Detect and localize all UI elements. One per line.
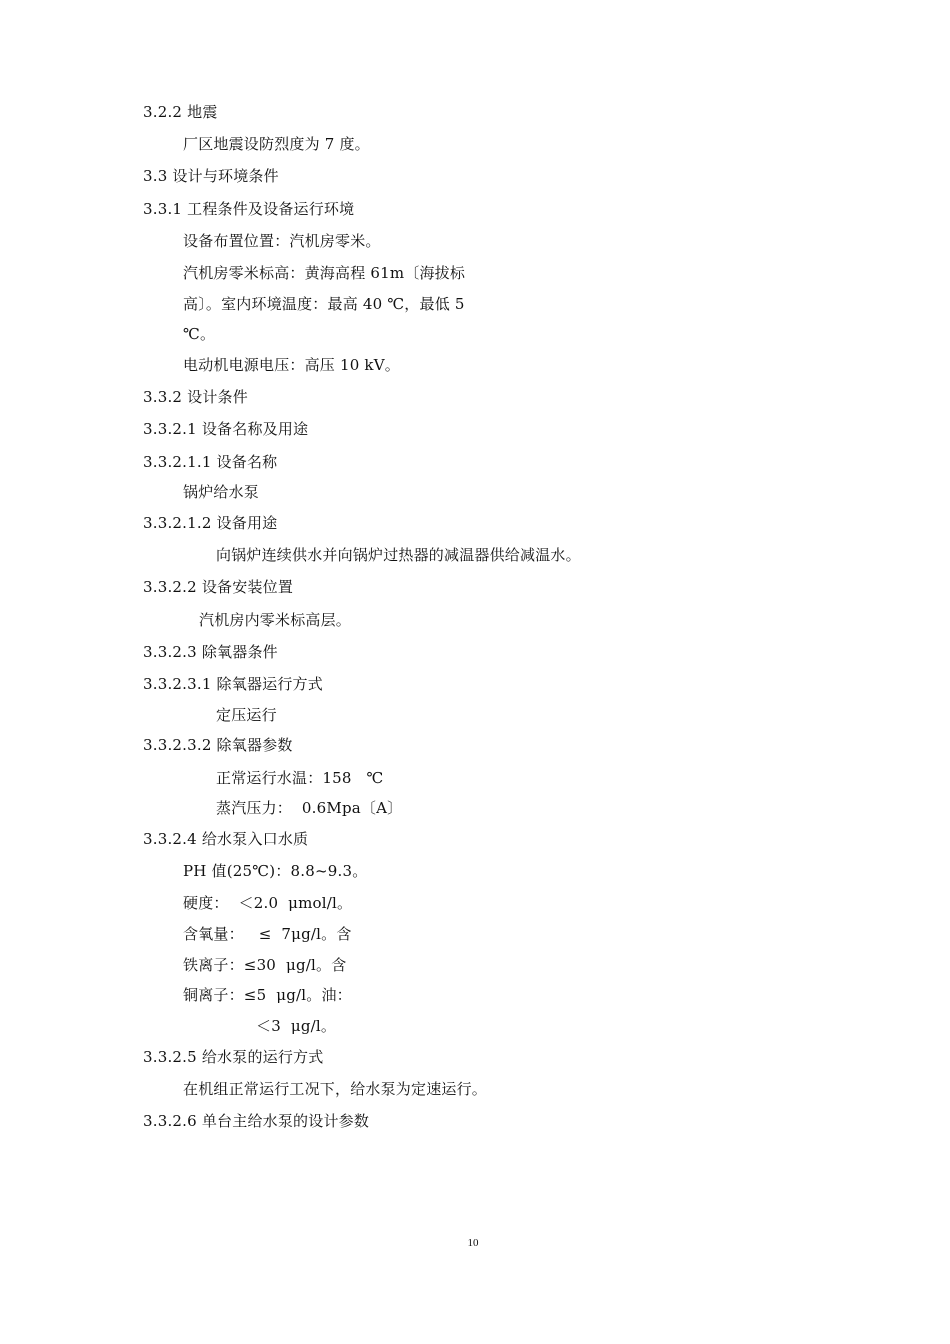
body-text: 汽机房内零米标高层。 — [199, 611, 352, 629]
section-heading-3-3-2-3: 3.3.2.3 除氧器条件 — [143, 643, 278, 661]
section-heading-3-3-2-2: 3.3.2.2 设备安装位置 — [143, 578, 294, 596]
body-text: ℃。 — [183, 325, 216, 343]
body-text: 在机组正常运行工况下，给水泵为定速运行。 — [183, 1080, 488, 1098]
section-heading-3-3-2-1-2: 3.3.2.1.2 设备用途 — [143, 514, 278, 532]
body-text: 设备布置位置：汽机房零米。 — [183, 232, 381, 250]
body-text: 铜离子：≤5 μg/l。油： — [183, 986, 352, 1004]
body-text: PH 值(25℃)：8.8~9.3。 — [183, 862, 368, 880]
body-text: 高〕。室内环境温度：最高 40 ℃，最低 5 — [183, 295, 465, 313]
body-text: 蒸汽压力： 0.6Mpa〔A〕 — [216, 799, 403, 817]
body-text: 正常运行水温：158 ℃ — [216, 769, 384, 787]
section-heading-3-3: 3.3 设计与环境条件 — [143, 167, 279, 185]
body-text: 汽机房零米标高：黄海高程 61m〔海拔标 — [183, 264, 466, 282]
body-text: ＜3 μg/l。 — [256, 1017, 337, 1035]
body-text: 含氧量： ≤ 7μg/l。含 — [183, 925, 352, 943]
section-heading-3-3-2-4: 3.3.2.4 给水泵入口水质 — [143, 830, 309, 848]
section-heading-3-3-2-6: 3.3.2.6 单台主给水泵的设计参数 — [143, 1112, 370, 1130]
body-text: 厂区地震设防烈度为 7 度。 — [183, 135, 370, 153]
section-heading-3-3-2-5: 3.3.2.5 给水泵的运行方式 — [143, 1048, 324, 1066]
body-text: 向锅炉连续供水并向锅炉过热器的减温器供给减温水。 — [216, 546, 581, 564]
body-text: 硬度： ＜2.0 μmol/l。 — [183, 894, 353, 912]
body-text: 锅炉给水泵 — [183, 483, 260, 501]
body-text: 定压运行 — [216, 706, 277, 724]
section-heading-3-3-2: 3.3.2 设计条件 — [143, 388, 248, 406]
body-text: 铁离子：≤30 μg/l。含 — [183, 956, 347, 974]
section-heading-3-3-1: 3.3.1 工程条件及设备运行环境 — [143, 200, 355, 218]
page-number: 10 — [467, 1237, 479, 1249]
section-heading-3-3-2-1-1: 3.3.2.1.1 设备名称 — [143, 453, 278, 471]
body-text: 电动机电源电压：高压 10 kV。 — [183, 356, 400, 374]
section-heading-3-3-2-1: 3.3.2.1 设备名称及用途 — [143, 420, 309, 438]
section-heading-3-3-2-3-2: 3.3.2.3.2 除氧器参数 — [143, 736, 293, 754]
section-heading-3-3-2-3-1: 3.3.2.3.1 除氧器运行方式 — [143, 675, 323, 693]
section-heading-3-2-2: 3.2.2 地震 — [143, 103, 218, 121]
